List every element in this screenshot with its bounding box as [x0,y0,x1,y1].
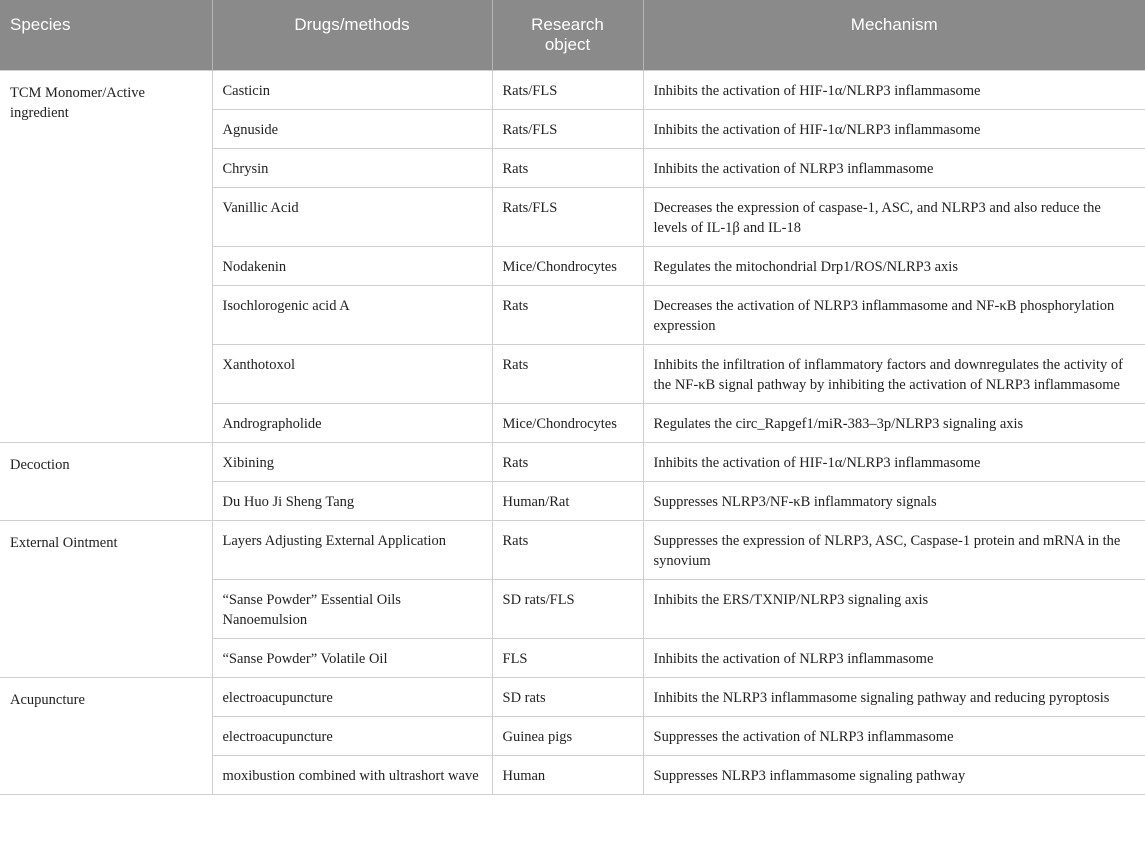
mechanism-cell: Suppresses the activation of NLRP3 inflammasome [643,716,1145,755]
table-row [0,70,1145,109]
table-header [0,0,1145,70]
drug-cell: Nodakenin [212,246,492,285]
research-object-cell: Human [492,755,643,794]
drug-cell: Andrographolide [212,403,492,442]
mechanism-cell: Inhibits the activation of NLRP3 inflammasome [643,638,1145,677]
mechanism-cell: Inhibits the activation of HIF-1α/NLRP3 inflammasome [643,70,1145,109]
drug-cell: electroacupuncture [212,677,492,716]
table-body [0,70,1145,794]
mechanism-cell: Inhibits the activation of HIF-1α/NLRP3 inflammasome [643,442,1145,481]
mechanism-cell: Decreases the activation of NLRP3 inflammasome and NF-κB phosphorylation expression [643,285,1145,344]
drug-cell: Vanillic Acid [212,187,492,246]
header-row [0,0,1145,70]
research-object-cell: FLS [492,638,643,677]
drug-cell: Du Huo Ji Sheng Tang [212,481,492,520]
table-row [0,677,1145,716]
header-mechanism: Mechanism [643,0,1145,70]
mechanism-cell: Inhibits the ERS/TXNIP/NLRP3 signaling axis [643,579,1145,638]
mechanism-cell: Inhibits the activation of NLRP3 inflammasome [643,148,1145,187]
research-object-cell: Rats/FLS [492,70,643,109]
research-object-cell: Human/Rat [492,481,643,520]
research-object-cell: Rats [492,148,643,187]
species-cell: TCM Monomer/Active ingredient [0,70,212,442]
research-object-cell: SD rats/FLS [492,579,643,638]
research-object-cell: Rats [492,520,643,579]
species-cell: External Ointment [0,520,212,677]
mechanism-cell: Inhibits the infiltration of inflammatory factors and downregulates the activity of the NF-κB signal pathway by inhibiting the activation of NLRP3 inflammasome [643,344,1145,403]
drug-cell: Chrysin [212,148,492,187]
header-species: Species [0,0,212,70]
header-research-object [492,0,643,70]
species-cell: Acupuncture [0,677,212,794]
table-row [0,520,1145,579]
drug-cell: Xanthotoxol [212,344,492,403]
research-object-cell: Mice/Chondrocytes [492,403,643,442]
mechanism-cell: Suppresses the expression of NLRP3, ASC, Caspase-1 protein and mRNA in the synovium [643,520,1145,579]
research-object-cell: Rats [492,344,643,403]
research-object-cell: Rats [492,442,643,481]
drug-cell: Xibining [212,442,492,481]
mechanism-cell: Inhibits the activation of HIF-1α/NLRP3 inflammasome [643,109,1145,148]
header-drugs: Drugs/methods [212,0,492,70]
mechanism-cell: Decreases the expression of caspase-1, ASC, and NLRP3 and also reduce the levels of IL-1β and IL-18 [643,187,1145,246]
mechanism-cell: Regulates the mitochondrial Drp1/ROS/NLRP3 axis [643,246,1145,285]
drug-cell: moxibustion combined with ultrashort wave [212,755,492,794]
research-object-cell: SD rats [492,677,643,716]
mechanism-cell: Suppresses NLRP3 inflammasome signaling pathway [643,755,1145,794]
drug-cell: Layers Adjusting External Application [212,520,492,579]
drug-cell: Casticin [212,70,492,109]
header-research-line1: Research [531,15,604,34]
research-object-cell: Rats/FLS [492,187,643,246]
research-object-cell: Rats/FLS [492,109,643,148]
drug-cell: electroacupuncture [212,716,492,755]
mechanism-cell: Regulates the circ_Rapgef1/miR-383–3p/NLRP3 signaling axis [643,403,1145,442]
research-object-cell: Mice/Chondrocytes [492,246,643,285]
header-research-line2: object [544,35,591,54]
mechanism-cell: Inhibits the NLRP3 inflammasome signaling pathway and reducing pyroptosis [643,677,1145,716]
drug-cell: “Sanse Powder” Essential Oils Nanoemulsion [212,579,492,638]
research-object-cell: Guinea pigs [492,716,643,755]
drug-cell: Isochlorogenic acid A [212,285,492,344]
mechanism-cell: Suppresses NLRP3/NF-κB inflammatory signals [643,481,1145,520]
table-row [0,442,1145,481]
drug-cell: Agnuside [212,109,492,148]
drug-cell: “Sanse Powder” Volatile Oil [212,638,492,677]
species-cell: Decoction [0,442,212,520]
research-object-cell: Rats [492,285,643,344]
